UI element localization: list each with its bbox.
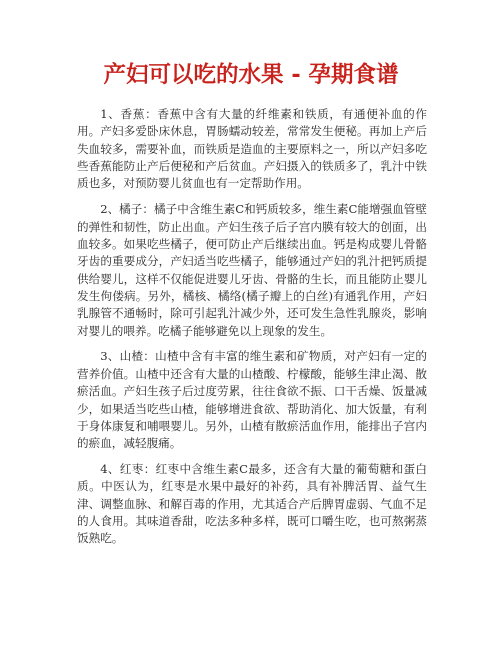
paragraph-jujube: 4、红枣：红枣中含维生素C最多，还含有大量的葡萄糖和蛋白质。中医认为，红枣是水果中最好的补药，具有补脾活胃、益气生津、调整血脉、和解百毒的作用，尤其适合产后脾胃虚弱、气血不足的人食用。其味道香甜，吃法多种多样，既可口嚼生吃，也可熬粥蒸饭熟吃。: [77, 462, 427, 546]
paragraph-hawthorn: 3、山楂：山楂中含有丰富的维生素和矿物质，对产妇有一定的营养价值。山楂中还含有大量的山楂酸、柠檬酸，能够生津止渴、散瘀活血。产妇生孩子后过度劳累，往往食欲不振、口干舌燥、饭量减少，如果适当吃些山楂，能够增进食欲、帮助消化、加大饭量，有利于身体康复和哺喂婴儿。另外，山楂有散瘀活血作用，能排出子宫内的瘀血，减轻腹痛。: [77, 349, 427, 451]
paragraph-orange: 2、橘子：橘子中含维生素C和钙质较多，维生素C能增强血管壁的弹性和韧性，防止出血。产妇生孩子后子宫内膜有较大的创面，出血较多。如果吃些橘子，便可防止产后继续出血。钙是构成婴儿骨骼牙齿的重要成分，产妇适当吃些橘子，能够通过产妇的乳汁把钙质提供给婴儿，这样不仅能促进婴儿牙齿、骨骼的生长，而且能防止婴儿发生佝偻病。另外，橘核、橘络(橘子瓣上的白丝)有通乳作用，产妇乳腺管不通畅时，除可引起乳汁减少外，还可发生急性乳腺炎，影响对婴儿的喂养。吃橘子能够避免以上现象的发生。: [77, 202, 427, 338]
page-title: 产妇可以吃的水果 - 孕期食谱: [103, 62, 399, 88]
article-body: [77, 106, 427, 548]
paragraph-banana: 1、香蕉：香蕉中含有大量的纤维素和铁质，有通便补血的作用。产妇多爱卧床休息，胃肠蠕动较差，常常发生便秘。再加上产后失血较多，需要补血，而铁质是造血的主要原料之一，所以产妇多吃些香蕉能防止产后便秘和产后贫血。产妇摄入的铁质多了，乳汁中铁质也多，对预防婴儿贫血也有一定帮助作用。: [77, 107, 427, 191]
